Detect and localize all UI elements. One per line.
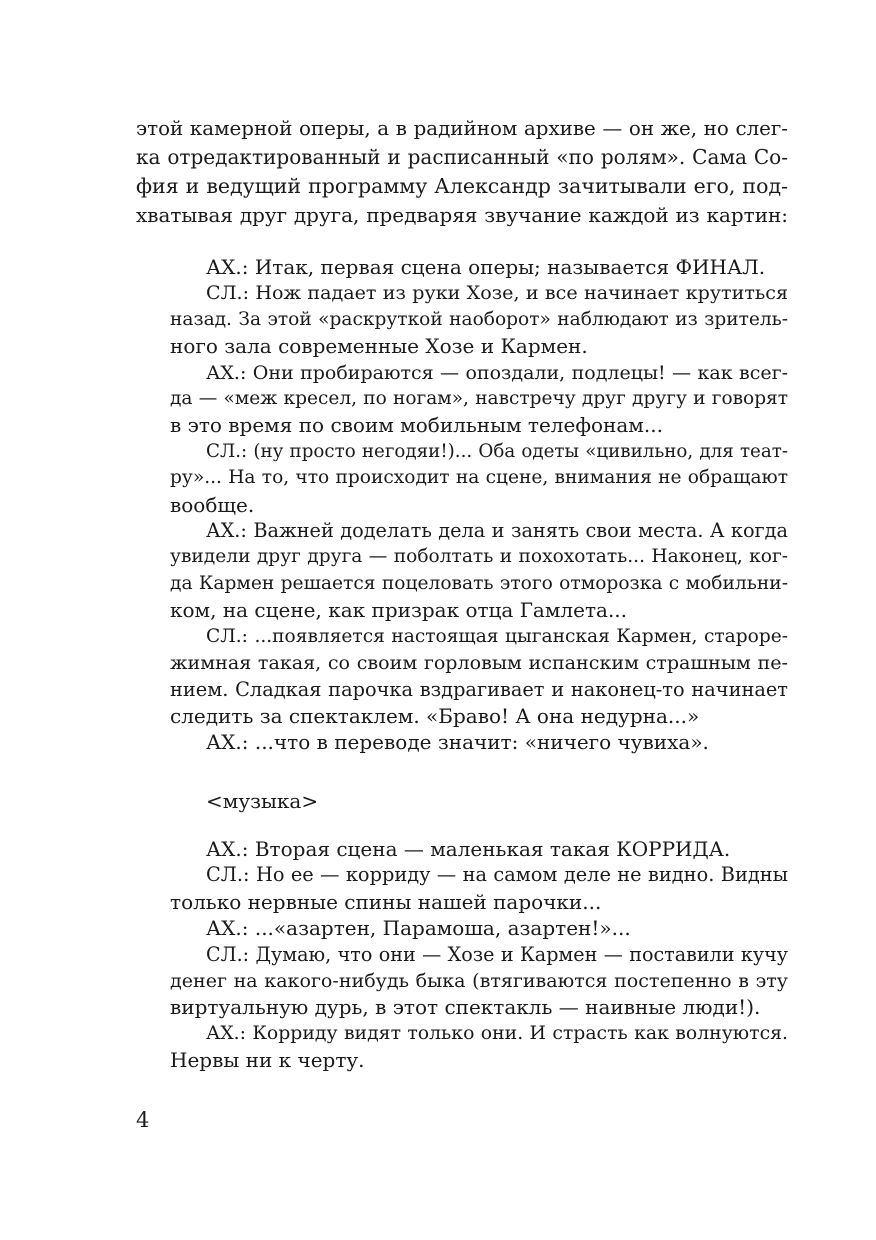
music-cue: <музыка>: [206, 789, 319, 813]
dialogue-line: увидели друг друга — поболтать и похохотать... Наконец, ког-: [170, 546, 788, 568]
dialogue-line: СЛ.: ...появляется настоящая цыганская Кармен, староре-: [206, 625, 788, 647]
dialogue-line: в это время по своим мобильным телефонам...: [170, 413, 663, 438]
text-line: фия и ведущий программу Александр зачитывали его, под-: [136, 174, 788, 198]
dialogue-line: вообще.: [170, 492, 255, 517]
dialogue-line: назад. За этой «раскруткой наоборот» наблюдают из зритель-: [170, 308, 788, 330]
text-line: ка отредактированный и расписанный «по ролям». Сама Со-: [136, 145, 788, 169]
dialogue-line: да — «меж кресел, по ногам», навстречу друг другу и говорят: [170, 388, 788, 410]
dialogue-line: денег на какого-нибудь быка (втягиваются постепенно в эту: [170, 970, 788, 993]
dialogue-line: да Кармен решается поцеловать этого отморозка с мобильни-: [170, 572, 788, 594]
dialogue-line: АХ.: ...«азартен, Парамоша, азартен!»...: [206, 916, 631, 941]
dialogue-line: СЛ.: Думаю, что они — Хозе и Кармен — поставили кучу: [206, 942, 788, 966]
dialogue-line: ру»... На то, что происходит на сцене, внимания не обращают: [170, 467, 788, 489]
dialogue-line: АХ.: Итак, первая сцена оперы; называется ФИНАЛ.: [206, 255, 766, 279]
dialogue-line: АХ.: Корриду видят только они. И страсть как волнуются.: [206, 1022, 788, 1044]
dialogue-line: АХ.: ...что в переводе значит: «ничего чувиха».: [206, 730, 709, 755]
dialogue-line: жимная такая, со своим горловым испанским страшным пе-: [170, 651, 788, 675]
dialogue-line: ком, на сцене, как призрак отца Гамлета...: [170, 598, 628, 623]
text-line: хватывая друг друга, предваряя звучание каждой из картин:: [136, 203, 788, 227]
dialogue-line: виртуальную дурь, в этот спектакль — наивные люди!).: [170, 995, 761, 1020]
page-number: 4: [136, 1108, 150, 1132]
dialogue-line: следить за спектаклем. «Браво! А она недурна...»: [170, 703, 700, 728]
intro-paragraph: [136, 114, 788, 230]
dialogue-line: Нервы ни к черту.: [170, 1048, 365, 1073]
dialogue-line: АХ.: Вторая сцена — маленькая такая КОРРИДА.: [206, 837, 731, 861]
dialogue-line: ного зала современные Хозе и Кармен.: [170, 334, 588, 359]
dialogue-scene-one: [170, 254, 788, 756]
dialogue-line: АХ.: Они пробираются — опоздали, подлецы! — как всег-: [206, 361, 788, 384]
dialogue-line: только нервные спины нашей парочки...: [170, 889, 602, 914]
dialogue-line: СЛ.: Нож падает из руки Хозе, и все начинает крутиться: [206, 282, 788, 305]
dialogue-line: АХ.: Важней доделать дела и занять свои места. А когда: [206, 519, 788, 543]
dialogue-line: нием. Сладкая парочка вздрагивает и наконец-то начинает: [170, 677, 788, 701]
dialogue-line: СЛ.: (ну просто негодяи!)... Оба одеты «цивильно, для теат-: [206, 440, 788, 462]
dialogue-scene-two: [170, 836, 788, 1074]
dialogue-line: СЛ.: Но ее — корриду — на самом деле не видно. Видны: [206, 863, 788, 887]
text-line: этой камерной оперы, а в радийном архиве — он же, но слег-: [136, 117, 788, 140]
